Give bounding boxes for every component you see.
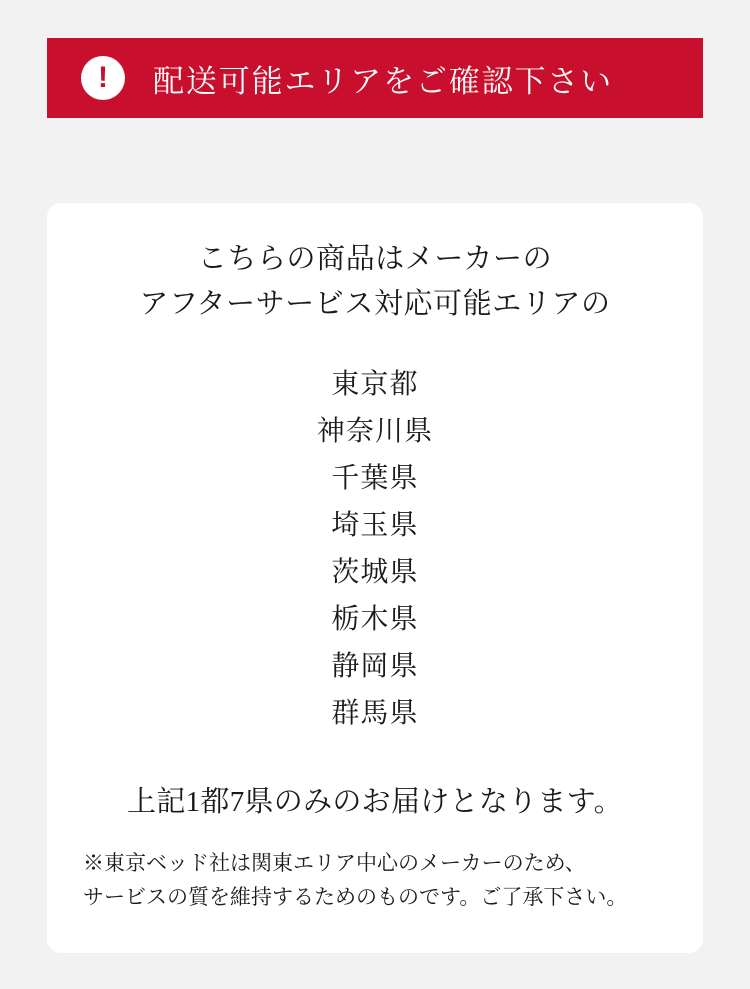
list-item: 茨城県 [331, 557, 419, 588]
list-item: 神奈川県 [316, 415, 434, 447]
list-item: 埼玉県 [331, 509, 419, 541]
list-item: 群馬県 [331, 698, 419, 730]
lede-text [75, 237, 675, 327]
list-item: 東京都 [331, 368, 419, 400]
note-line-2: サービスの質を維持するためのものです。ご了承下さい。 [83, 885, 628, 910]
banner-title: 配送可能エリアをご確認下さい [153, 63, 614, 99]
summary-text: 上記1都7県のみのお届けとなります。 [127, 786, 623, 819]
lede-line-1: こちらの商品はメーカーの [197, 243, 553, 275]
list-item: 静岡県 [331, 651, 419, 683]
area-list [75, 361, 675, 737]
list-item: 栃木県 [331, 604, 419, 636]
note-text [75, 846, 675, 914]
lede-line-2: アフターサービス対応可能エリアの [139, 287, 611, 320]
notice-banner [47, 38, 703, 118]
exclamation-mark: ! [98, 61, 108, 94]
exclamation-circle-icon [81, 56, 125, 100]
list-item: 千葉県 [331, 462, 419, 494]
notice-card [47, 203, 703, 953]
note-line-1: ※東京ベッド社は関東エリア中心のメーカーのため、 [83, 851, 586, 876]
